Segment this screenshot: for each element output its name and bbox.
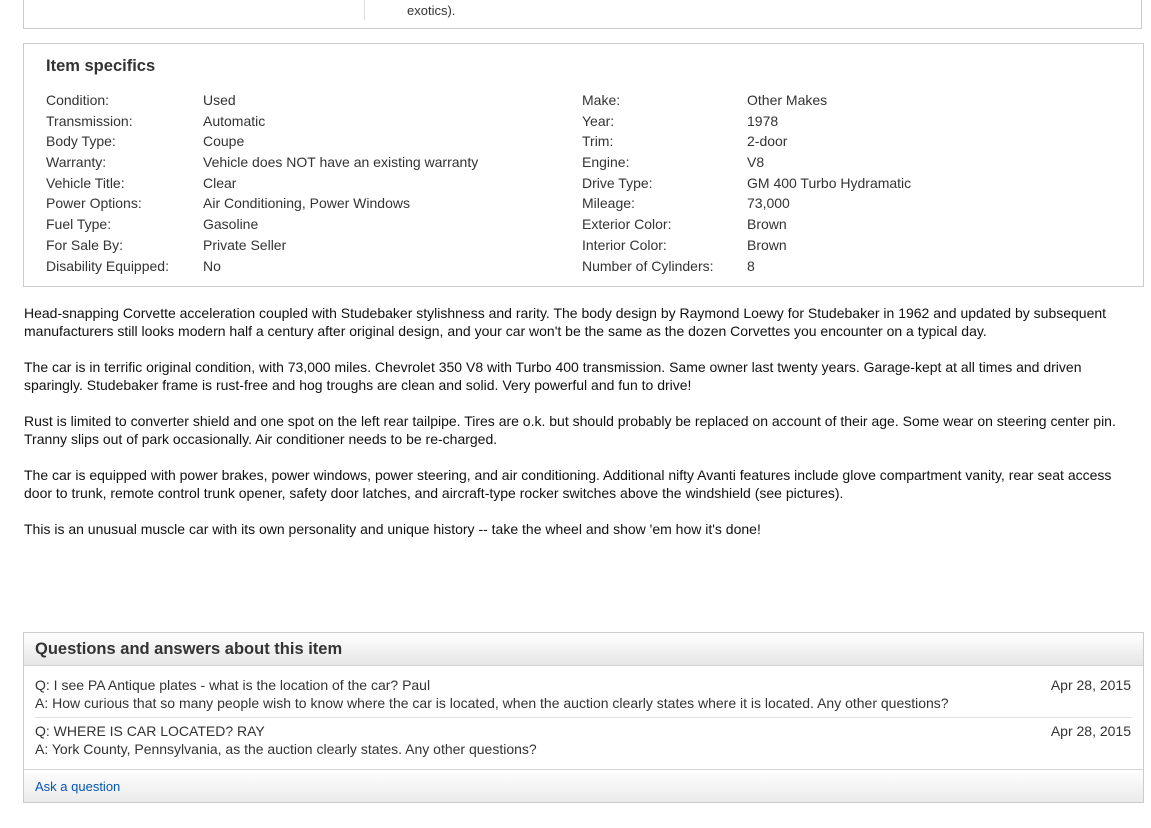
spec-label: Disability Equipped: (46, 257, 169, 274)
spec-label: Make: (582, 92, 621, 108)
spec-value: Brown (747, 236, 787, 253)
spec-value: No (203, 257, 221, 274)
spec-value: Automatic (203, 112, 266, 129)
spec-label: Transmission: (46, 112, 133, 129)
spec-label: Power Options: (46, 195, 142, 212)
spec-label: Engine: (582, 154, 630, 171)
spec-value: Used (203, 92, 236, 108)
spec-label: Condition: (46, 92, 110, 108)
qa-question: Q: WHERE IS CAR LOCATED? RAY (35, 723, 265, 739)
spec-value: Gasoline (203, 216, 259, 233)
questions-answers-panel (23, 632, 1144, 803)
qa-question: Q: I see PA Antique plates - what is the location of the car? Paul (35, 677, 431, 693)
spec-value: GM 400 Turbo Hydramatic (747, 174, 912, 191)
spec-value: Other Makes (747, 92, 828, 108)
spec-label: Warranty: (46, 154, 107, 171)
spec-label: Trim: (582, 133, 614, 150)
spec-value: Air Conditioning, Power Windows (203, 195, 410, 212)
qa-item (35, 676, 1131, 712)
spec-label: Year: (582, 112, 615, 129)
qa-date: Apr 28, 2015 (1050, 723, 1131, 739)
spec-label: Exterior Color: (582, 216, 672, 233)
item-specifics-title: Item specifics (46, 57, 156, 75)
qa-answer: A: York County, Pennsylvania, as the auction clearly states. Any other questions? (35, 741, 537, 757)
qa-answer: A: How curious that so many people wish to know where the car is located, when the auction clearly states where it is located. Any other questions? (35, 695, 949, 711)
qa-header (24, 633, 1143, 666)
spec-value: Brown (747, 216, 787, 233)
item-description (24, 304, 1139, 556)
spec-value: 8 (747, 257, 755, 274)
spec-label: Drive Type: (582, 174, 653, 191)
qa-date: Apr 28, 2015 (1050, 677, 1131, 693)
spec-value: Coupe (203, 133, 245, 150)
description-paragraph: This is an unusual muscle car with its own personality and unique history -- take the wheel and show 'em how it's done! (24, 521, 761, 537)
spec-value: 73,000 (747, 195, 790, 212)
spec-label: Interior Color: (582, 236, 667, 253)
previous-section-box (23, 0, 1142, 29)
spec-label: Number of Cylinders: (582, 257, 714, 274)
spec-value: Clear (203, 174, 237, 191)
description-paragraph: Head-snapping Corvette acceleration coupled with Studebaker stylishness and rarity. The body design by Raymond Loewy for Studebaker in 1962 and updated by subsequent manufacturers still looks modern half a century after original design, and your car won't be the same as the dozen Corvettes you encounter on a typical day. (24, 305, 1107, 339)
previous-section-text: exotics). (407, 3, 456, 18)
spec-label: Fuel Type: (46, 216, 112, 233)
column-divider (364, 0, 365, 20)
spec-label: Vehicle Title: (46, 174, 125, 191)
spec-value: Vehicle does NOT have an existing warranty (203, 154, 479, 171)
item-specifics-panel (23, 43, 1144, 287)
qa-separator (35, 717, 1131, 718)
spec-value: 2-door (747, 133, 788, 150)
description-paragraph: Rust is limited to converter shield and one spot on the left rear tailpipe. Tires are o.k. but should probably be replaced on account of their age. Some wear on steering center pin. Tranny slips out of park occasionally. Air conditioner needs to be re-charged. (24, 413, 1116, 447)
ask-question-link[interactable]: Ask a question (35, 779, 121, 794)
spec-value: 1978 (747, 112, 779, 129)
spec-label: Body Type: (46, 133, 116, 150)
qa-item (35, 722, 1131, 758)
spec-label: Mileage: (582, 195, 635, 212)
spec-label: For Sale By: (46, 236, 124, 253)
description-paragraph: The car is equipped with power brakes, power windows, power steering, and air conditioning. Additional nifty Avanti features include glove compartment vanity, rear seat access door to trunk, remote control trunk opener, safety door latches, and aircraft-type rocker switches above the windshield (see pictures). (24, 467, 1112, 501)
qa-title: Questions and answers about this item (35, 640, 343, 658)
spec-value: Private Seller (203, 236, 287, 253)
qa-footer (24, 769, 1143, 802)
description-paragraph: The car is in terrific original condition, with 73,000 miles. Chevrolet 350 V8 with Turbo 400 transmission. Same owner last twenty years. Garage-kept at all times and driven sparingly. Studebaker frame is rust-free and hog troughs are clean and solid. Very powerful and fun to drive! (24, 359, 1082, 393)
spec-value: V8 (747, 154, 765, 171)
